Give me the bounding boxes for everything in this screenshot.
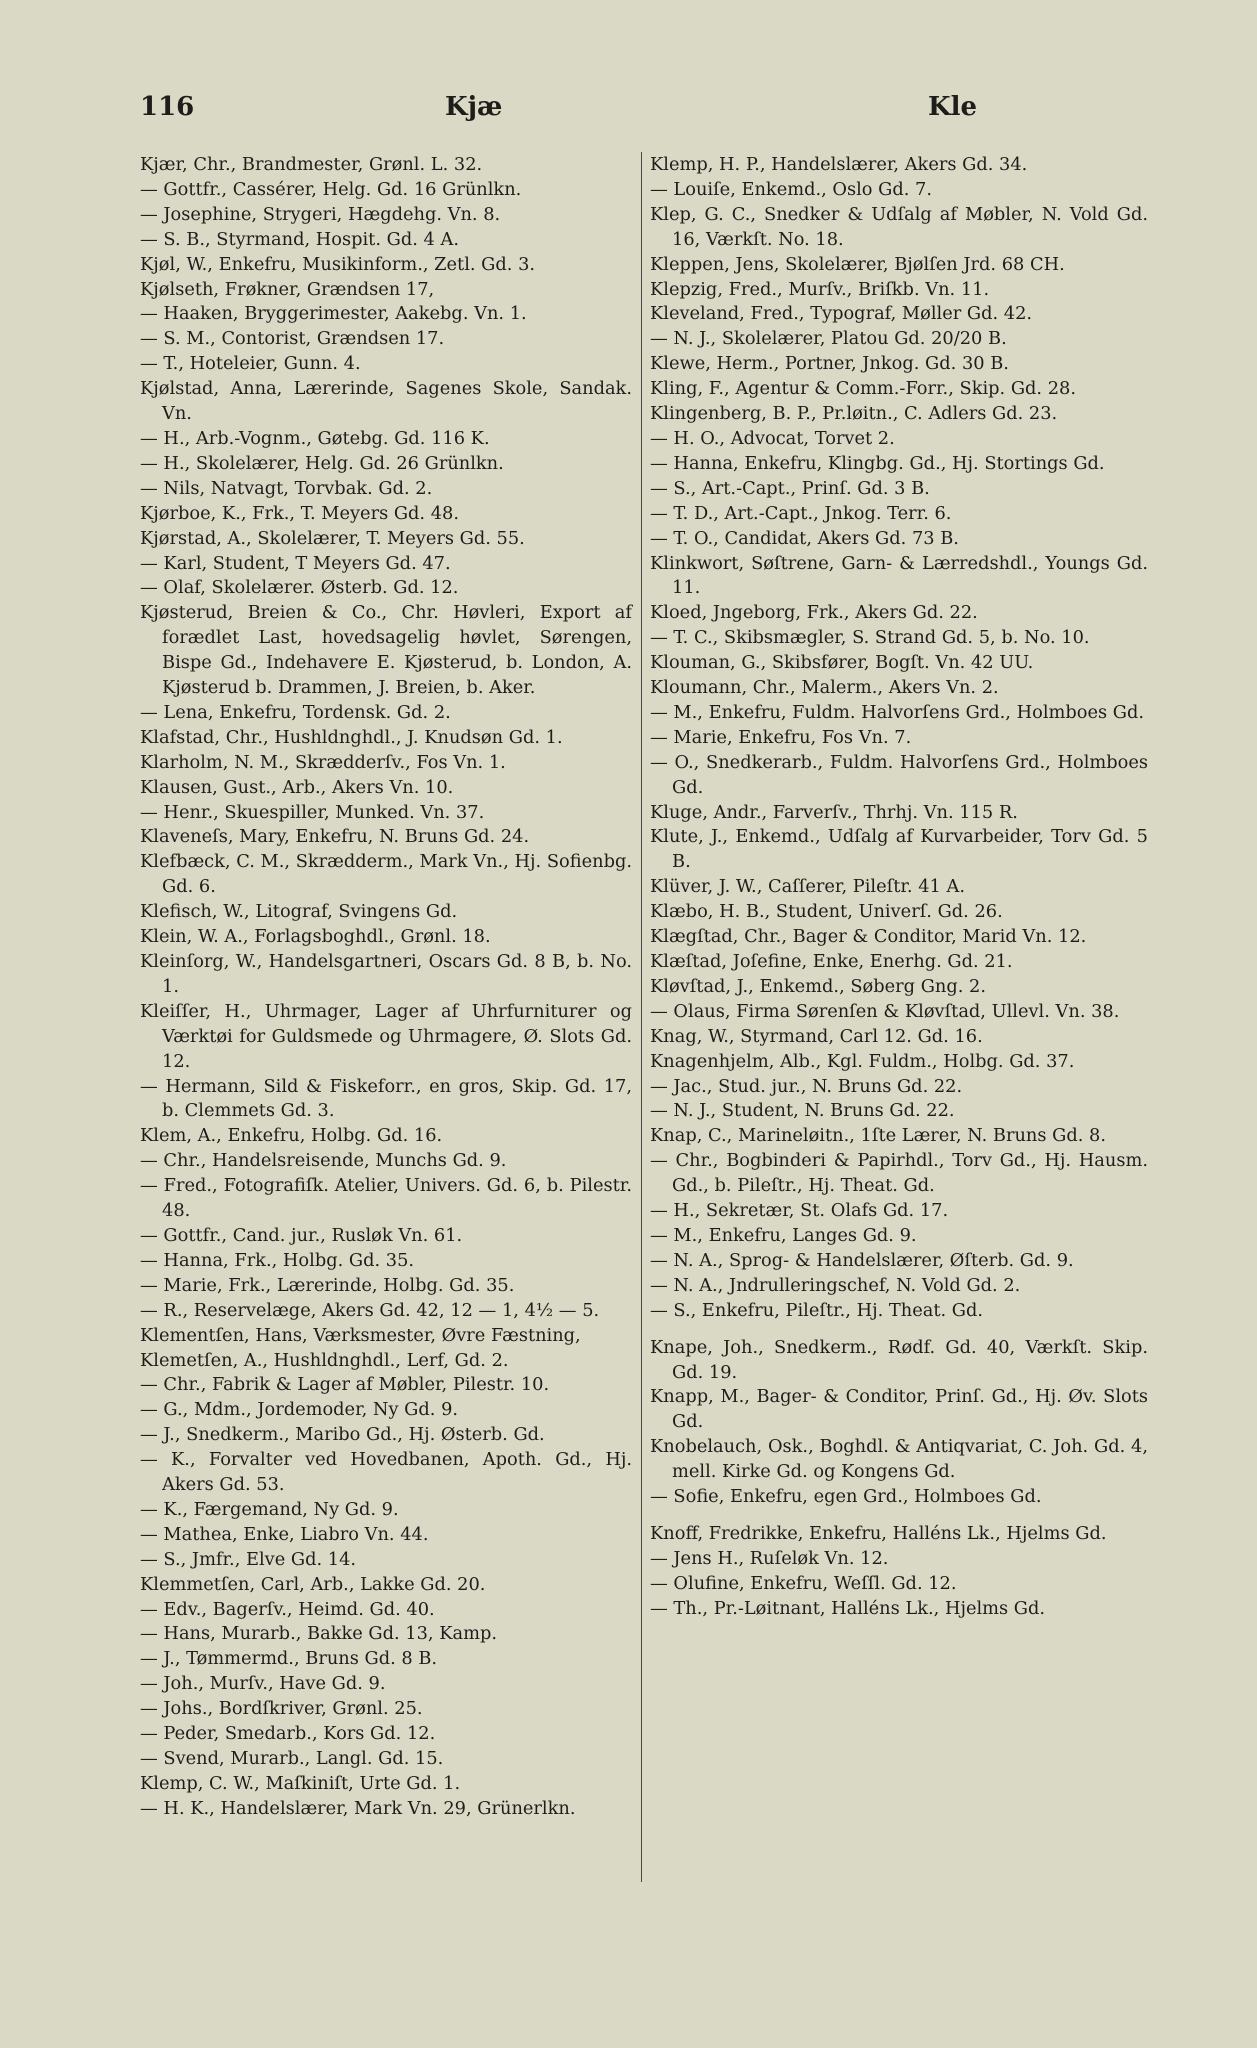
directory-entry: — Haaken, Bryggerimester, Aakebg. Vn. 1. — [140, 303, 527, 325]
directory-entry: Klæbo, H. B., Student, Univerſ. Gd. 26. — [650, 901, 1003, 923]
directory-entry: — S., Jmfr., Elve Gd. 14. — [140, 1548, 357, 1570]
directory-entry: — T., Hoteleier, Gunn. 4. — [140, 353, 361, 375]
directory-entry: Kleveland, Fred., Typograf, Møller Gd. 42. — [650, 303, 1033, 325]
directory-entry: — Nils, Natvagt, Torvbak. Gd. 2. — [140, 477, 433, 499]
directory-entry: Klouman, G., Skibsfører, Bogſt. Vn. 42 UU. — [650, 652, 1034, 674]
right-column — [650, 153, 1148, 1622]
directory-entry: Klausen, Gust., Arb., Akers Vn. 10. — [140, 776, 454, 798]
directory-entry: — Johs., Bordſkriver, Grønl. 25. — [140, 1698, 423, 1720]
right-running-head: Kle — [927, 92, 977, 122]
directory-entry: Klein, W. A., Forlagsboghdl., Grønl. 18. — [140, 926, 491, 948]
directory-entry: Kleiſſer, H., Uhrmager, Lager af Uhrfurniturer og Værktøi for Guldsmede og Uhrmagere, Ø. Slots Gd. 12. — [140, 1000, 632, 1072]
directory-entry: Klüver, J. W., Caſſerer, Pileſtr. 41 A. — [650, 876, 965, 898]
directory-entry: Klemetſen, A., Hushldnghdl., Lerf, Gd. 2. — [140, 1349, 509, 1371]
directory-entry: Knape, Joh., Snedkerm., Rødf. Gd. 40, Værkſt. Skip. Gd. 19. — [650, 1336, 1148, 1383]
directory-entry: Kjølseth, Frøkner, Grændsen 17, — [140, 278, 435, 300]
directory-entry: Kleinſorg, W., Handelsgartneri, Oscars Gd. 8 B, b. No. 1. — [140, 951, 632, 997]
directory-entry: — S., Enkefru, Pileſtr., Hj. Theat. Gd. — [650, 1299, 984, 1321]
directory-entry: Knap, C., Marineløitn., 1ſte Lærer, N. Bruns Gd. 8. — [650, 1125, 1106, 1147]
directory-entry: — N. J., Skolelærer, Platou Gd. 20/20 B. — [650, 328, 1007, 350]
directory-entry: — Marie, Frk., Lærerinde, Holbg. Gd. 35. — [140, 1274, 515, 1296]
directory-entry: Klemmetſen, Carl, Arb., Lakke Gd. 20. — [140, 1573, 486, 1595]
directory-entry: Klinkwort, Søſtrene, Garn- & Lærredshdl., Youngs Gd. 11. — [650, 552, 1148, 599]
directory-entry: — K., Forvalter ved Hovedbanen, Apoth. Gd., Hj. Akers Gd. 53. — [140, 1449, 632, 1496]
directory-entry: Kling, F., Agentur & Comm.-Forr., Skip. Gd. 28. — [650, 378, 1077, 400]
left-running-head: Kjæ — [445, 92, 503, 122]
directory-entry: Kjørboe, K., Frk., T. Meyers Gd. 48. — [140, 502, 460, 524]
directory-entry: — Th., Pr.-Løitnant, Halléns Lk., Hjelms Gd. — [650, 1597, 1046, 1619]
directory-entry: — Marie, Enkefru, Fos Vn. 7. — [650, 726, 912, 748]
directory-entry: — J., Tømmermd., Bruns Gd. 8 B. — [140, 1648, 438, 1670]
directory-entry: — T. D., Art.-Capt., Jnkog. Terr. 6. — [650, 502, 952, 524]
directory-entry: — Chr., Fabrik & Lager af Møbler, Pilestr. 10. — [140, 1374, 550, 1396]
directory-entry: Klewe, Herm., Portner, Jnkog. Gd. 30 B. — [650, 353, 1009, 375]
directory-entry: — Hans, Murarb., Bakke Gd. 13, Kamp. — [140, 1623, 498, 1645]
directory-entry: — Hanna, Enkefru, Klingbg. Gd., Hj. Stortings Gd. — [650, 452, 1105, 474]
directory-entry: Kjørstad, A., Skolelærer, T. Meyers Gd. 55. — [140, 527, 525, 549]
directory-entry: — Olaf, Skolelærer. Østerb. Gd. 12. — [140, 577, 459, 599]
directory-entry: Klægſtad, Chr., Bager & Conditor, Marid Vn. 12. — [650, 926, 1087, 948]
directory-entry: — J., Snedkerm., Maribo Gd., Hj. Østerb. Gd. — [140, 1424, 545, 1446]
directory-entry: — N. J., Student, N. Bruns Gd. 22. — [650, 1100, 955, 1122]
directory-entry: — Josephine, Strygeri, Hægdehg. Vn. 8. — [140, 203, 501, 225]
directory-entry: Kjær, Chr., Brandmester, Grønl. L. 32. — [140, 154, 483, 175]
directory-entry: — Hanna, Frk., Holbg. Gd. 35. — [140, 1249, 415, 1271]
directory-entry: — Olufine, Enkefru, Weſſl. Gd. 12. — [650, 1572, 957, 1594]
page-header — [140, 92, 1172, 132]
directory-entry: Kloumann, Chr., Malerm., Akers Vn. 2. — [650, 677, 999, 699]
directory-entry: — Lena, Enkefru, Tordensk. Gd. 2. — [140, 701, 451, 723]
directory-entry: — H. K., Handelslærer, Mark Vn. 29, Grünerlkn. — [140, 1797, 576, 1819]
directory-entry: — K., Færgemand, Ny Gd. 9. — [140, 1498, 399, 1520]
directory-entry: — Olaus, Firma Sørenſen & Kløvſtad, Ullevl. Vn. 38. — [650, 1000, 1120, 1022]
directory-entry: Knobelauch, Osk., Boghdl. & Antiqvariat, C. Joh. Gd. 4, mell. Kirke Gd. og Kongens Gd. — [650, 1436, 1148, 1483]
directory-entry: — M., Enkefru, Langes Gd. 9. — [650, 1224, 917, 1246]
directory-entry: Kløvſtad, J., Enkemd., Søberg Gng. 2. — [650, 975, 987, 997]
directory-entry: — Chr., Bogbinderi & Papirhdl., Torv Gd., Hj. Hausm. Gd., b. Pileſtr., Hj. Theat. Gd. — [650, 1150, 1148, 1197]
directory-entry: — N. A., Jndrulleringschef, N. Vold Gd. 2. — [650, 1274, 1021, 1296]
directory-entry: — Svend, Murarb., Langl. Gd. 15. — [140, 1748, 444, 1769]
directory-entry: Kjøl, W., Enkefru, Musikinform., Zetl. Gd. 3. — [140, 253, 536, 275]
directory-entry: — G., Mdm., Jordemoder, Ny Gd. 9. — [140, 1399, 459, 1421]
directory-entry: — S. B., Styrmand, Hospit. Gd. 4 A. — [140, 228, 459, 250]
directory-entry: — T. C., Skibsmægler, S. Strand Gd. 5, b. No. 10. — [650, 627, 1090, 649]
directory-entry: — H. O., Advocat, Torvet 2. — [650, 427, 895, 449]
directory-entry: Klem, A., Enkefru, Holbg. Gd. 16. — [140, 1125, 443, 1147]
directory-entry: Knoff, Fredrikke, Enkefru, Halléns Lk., Hjelms Gd. — [650, 1522, 1107, 1544]
directory-entry: Klæſtad, Joſefine, Enke, Enerhg. Gd. 21. — [650, 951, 1013, 972]
directory-entry: Klemp, C. W., Maſkiniſt, Urte Gd. 1. — [140, 1772, 461, 1794]
directory-entry: — Chr., Handelsreisende, Munchs Gd. 9. — [140, 1150, 507, 1172]
directory-entry: Knag, W., Styrmand, Carl 12. Gd. 16. — [650, 1025, 983, 1047]
directory-entry: Kleppen, Jens, Skolelærer, Bjølſen Jrd. 68 CH. — [650, 253, 1065, 275]
directory-entry: — Jens H., Ruſeløk Vn. 12. — [650, 1547, 889, 1569]
directory-entry: Kjøsterud, Breien & Co., Chr. Høvleri, Export af forædlet Last, hovedsagelig høvlet, Sørengen, Bispe Gd., Indehavere E. Kjøsterud, b. London, A. Kjøsterud b. Drammen, J. Breien, b. Aker. — [140, 602, 632, 699]
directory-entry: Knapp, M., Bager- & Conditor, Prinſ. Gd., Hj. Øv. Slots Gd. — [650, 1386, 1148, 1433]
directory-entry: Klafstad, Chr., Hushldnghdl., J. Knudsøn Gd. 1. — [140, 726, 563, 748]
directory-entry: — Peder, Smedarb., Kors Gd. 12. — [140, 1723, 436, 1745]
directory-entry: — T. O., Candidat, Akers Gd. 73 B. — [650, 527, 959, 549]
directory-entry: — Fred., Fotografiſk. Atelier, Univers. Gd. 6, b. Pilestr. 48. — [140, 1175, 632, 1222]
directory-entry: — Karl, Student, T Meyers Gd. 47. — [140, 552, 451, 574]
directory-entry: Klute, J., Enkemd., Udſalg af Kurvarbeider, Torv Gd. 5 B. — [650, 826, 1148, 873]
page-number: 116 — [140, 92, 195, 122]
directory-entry: — Jac., Stud. jur., N. Bruns Gd. 22. — [650, 1075, 963, 1097]
directory-entry: Klefisch, W., Litograf, Svingens Gd. — [140, 901, 458, 923]
directory-entry: Klarholm, N. M., Skrædderſv., Fos Vn. 1. — [140, 751, 506, 773]
directory-entry: — S., Art.-Capt., Prinſ. Gd. 3 B. — [650, 477, 930, 499]
directory-entry: Klep, G. C., Snedker & Udſalg af Møbler, N. Vold Gd. 16, Værkſt. No. 18. — [650, 203, 1148, 250]
directory-entry: — H., Skolelærer, Helg. Gd. 26 Grünlkn. — [140, 452, 504, 474]
directory-entry: — Louiſe, Enkemd., Oslo Gd. 7. — [650, 178, 933, 200]
directory-entry: — R., Reservelæge, Akers Gd. 42, 12 — 1, 4½ — 5. — [140, 1299, 600, 1321]
directory-entry: — H., Sekretær, St. Olafs Gd. 17. — [650, 1200, 949, 1222]
directory-entry: — Hermann, Sild & Fiskeforr., en gros, Skip. Gd. 17, b. Clemmets Gd. 3. — [140, 1075, 632, 1122]
directory-entry: Kjølstad, Anna, Lærerinde, Sagenes Skole, Sandak. Vn. — [140, 378, 632, 425]
directory-entry: — H., Arb.-Vognm., Gøtebg. Gd. 116 K. — [140, 427, 490, 449]
directory-entry: — Gottfr., Cand. jur., Rusløk Vn. 61. — [140, 1224, 463, 1246]
directory-entry: — Joh., Murſv., Have Gd. 9. — [140, 1673, 386, 1695]
directory-entry: — Edv., Bagerſv., Heimd. Gd. 40. — [140, 1598, 435, 1620]
directory-entry: Kloed, Jngeborg, Frk., Akers Gd. 22. — [650, 602, 978, 624]
directory-entry: — O., Snedkerarb., Fuldm. Halvorſens Grd., Holmboes Gd. — [650, 751, 1148, 798]
directory-entry: Klemp, H. P., Handelslærer, Akers Gd. 34. — [650, 154, 1028, 175]
directory-entry: — Gottfr., Cassérer, Helg. Gd. 16 Grünlkn. — [140, 178, 522, 200]
directory-entry: — Sofie, Enkefru, egen Grd., Holmboes Gd. — [650, 1486, 1042, 1508]
directory-entry: — S. M., Contorist, Grændsen 17. — [140, 328, 445, 350]
directory-entry: Klingenberg, B. P., Pr.løitn., C. Adlers Gd. 23. — [650, 403, 1058, 425]
left-column — [140, 153, 632, 1822]
directory-entry: — N. A., Sprog- & Handelslærer, Øſterb. Gd. 9. — [650, 1249, 1074, 1271]
directory-entry: Klaveneſs, Mary, Enkefru, N. Bruns Gd. 24. — [140, 826, 530, 848]
directory-entry: — Mathea, Enke, Liabro Vn. 44. — [140, 1523, 429, 1545]
directory-entry: Klepzig, Fred., Murſv., Briſkb. Vn. 11. — [650, 278, 990, 300]
directory-entry: Kluge, Andr., Farverſv., Thrhj. Vn. 115 R. — [650, 801, 1018, 823]
directory-entry: — M., Enkefru, Fuldm. Halvorſens Grd., Holmboes Gd. — [650, 701, 1144, 723]
directory-entry: Klementſen, Hans, Værksmester, Øvre Fæstning, — [140, 1324, 581, 1346]
directory-entry: Knagenhjelm, Alb., Kgl. Fuldm., Holbg. Gd. 37. — [650, 1050, 1075, 1072]
directory-entry: Klefbæck, C. M., Skrædderm., Mark Vn., Hj. Sofienbg. Gd. 6. — [140, 851, 632, 898]
directory-entry: — Henr., Skuespiller, Munked. Vn. 37. — [140, 801, 485, 823]
column-divider — [641, 152, 642, 1882]
